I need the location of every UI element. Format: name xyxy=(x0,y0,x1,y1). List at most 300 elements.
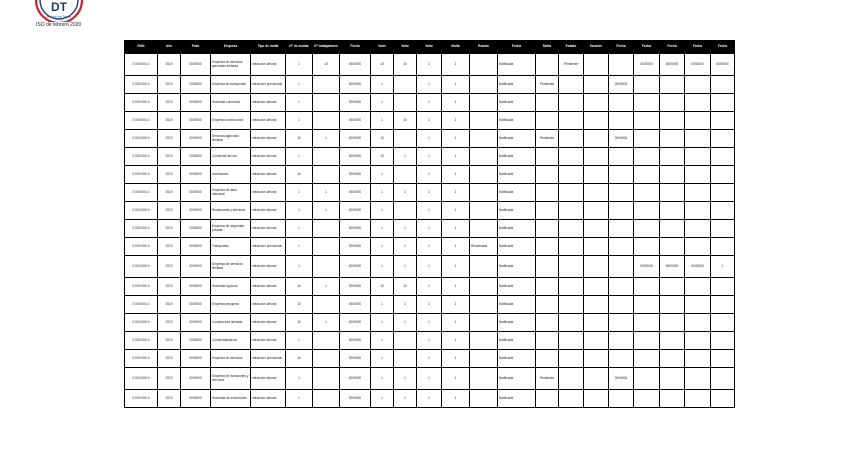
table-cell xyxy=(559,94,584,112)
table-cell: 1 xyxy=(286,238,313,256)
table-cell xyxy=(685,238,711,256)
table-cell xyxy=(634,202,660,220)
column-header: RUN xyxy=(125,41,158,54)
table-cell: Sociedad comercial xyxy=(211,94,251,112)
table-cell: 0000000 xyxy=(181,94,211,112)
table-cell: Infracción laboral xyxy=(251,94,286,112)
table-cell xyxy=(711,278,735,296)
table-cell xyxy=(685,332,711,350)
table-cell: 1 xyxy=(286,202,313,220)
table-cell: 0.000.000-0 xyxy=(125,368,158,390)
table-cell: 2019 xyxy=(158,368,181,390)
table-cell xyxy=(584,148,609,166)
table-cell: 1 xyxy=(286,390,313,408)
table-cell: 00/00/00 xyxy=(340,112,371,130)
table-cell xyxy=(313,350,340,368)
table-row xyxy=(125,54,735,76)
table-cell xyxy=(584,54,609,76)
table-cell: 0000000 xyxy=(181,278,211,296)
column-header: Estado xyxy=(559,41,584,54)
table-cell: Notificada xyxy=(498,314,536,332)
table-header-row xyxy=(125,41,735,54)
table-cell: 2019 xyxy=(158,256,181,278)
table-cell: Infracción laboral xyxy=(251,390,286,408)
table-cell xyxy=(536,238,559,256)
table-cell: 00/00/00 xyxy=(340,166,371,184)
table-cell xyxy=(470,112,498,130)
fines-table xyxy=(124,40,735,408)
table-cell: 0000000 xyxy=(181,314,211,332)
table-cell xyxy=(711,390,735,408)
table-cell xyxy=(609,112,634,130)
table-cell xyxy=(609,350,634,368)
table-cell xyxy=(559,238,584,256)
table-cell: 1 xyxy=(417,76,442,94)
table-cell: 10 xyxy=(286,166,313,184)
table-cell: Notificada xyxy=(498,390,536,408)
table-cell xyxy=(584,130,609,148)
table-cell: 1 xyxy=(394,220,417,238)
table-cell: Empresa de seguridad privada xyxy=(211,220,251,238)
table-row xyxy=(125,112,735,130)
table-cell: 0.000.000-0 xyxy=(125,54,158,76)
table-cell xyxy=(685,166,711,184)
table-cell xyxy=(609,238,634,256)
table-cell: Notificada xyxy=(498,76,536,94)
column-header: Sanción xyxy=(584,41,609,54)
table-cell: Pendiente xyxy=(536,76,559,94)
table-cell: Empresa de servicios xyxy=(211,350,251,368)
table-row xyxy=(125,278,735,296)
table-cell: 1 xyxy=(417,130,442,148)
table-cell: 0.000.000-0 xyxy=(125,94,158,112)
table-cell xyxy=(685,202,711,220)
table-cell: 2019 xyxy=(158,220,181,238)
table-cell: 1 xyxy=(417,390,442,408)
table-cell xyxy=(559,332,584,350)
table-cell xyxy=(559,166,584,184)
table-cell xyxy=(394,332,417,350)
table-cell xyxy=(536,94,559,112)
table-cell xyxy=(685,112,711,130)
table-cell xyxy=(685,130,711,148)
column-header: Fecha xyxy=(498,41,536,54)
table-cell: 2019 xyxy=(158,130,181,148)
table-cell: 2019 xyxy=(158,184,181,202)
table-cell: Empresa de servicios generales limitada xyxy=(211,54,251,76)
table-cell: 2019 xyxy=(158,314,181,332)
table-cell xyxy=(685,220,711,238)
table-cell xyxy=(536,202,559,220)
table-cell: 00/00/00 xyxy=(340,238,371,256)
table-cell: 0000000 xyxy=(181,390,211,408)
table-cell xyxy=(470,390,498,408)
table-row xyxy=(125,238,735,256)
column-header: Fecha xyxy=(711,41,735,54)
table-cell: Empresa de transportes y servicios xyxy=(211,368,251,390)
table-cell xyxy=(634,166,660,184)
table-cell: 1 xyxy=(442,112,470,130)
table-cell: 1 xyxy=(417,350,442,368)
table-cell xyxy=(559,130,584,148)
table-cell: Notificada xyxy=(498,148,536,166)
table-cell xyxy=(634,296,660,314)
table-cell: 00/00/00 xyxy=(609,130,634,148)
table-cell xyxy=(559,350,584,368)
table-cell: 0000000 xyxy=(181,166,211,184)
table-cell: 1 xyxy=(313,278,340,296)
table-cell: 1 xyxy=(394,368,417,390)
table-cell: 1 xyxy=(442,166,470,184)
table-cell: 1 xyxy=(394,314,417,332)
table-cell: 0000000 xyxy=(181,54,211,76)
table-cell xyxy=(313,238,340,256)
table-cell xyxy=(470,94,498,112)
table-cell: 1 xyxy=(417,94,442,112)
table-cell xyxy=(559,390,584,408)
table-cell: 00/00/00 xyxy=(340,184,371,202)
table-cell xyxy=(685,94,711,112)
table-cell xyxy=(711,130,735,148)
column-header: Fecha xyxy=(340,41,371,54)
table-cell xyxy=(470,350,498,368)
table-cell xyxy=(634,148,660,166)
table-cell xyxy=(634,390,660,408)
table-cell: Notificada xyxy=(498,278,536,296)
table-cell: 1 xyxy=(442,220,470,238)
table-cell xyxy=(609,220,634,238)
table-cell xyxy=(609,166,634,184)
table-cell xyxy=(313,390,340,408)
table-cell: Notificada xyxy=(498,332,536,350)
table-cell: 1 xyxy=(417,238,442,256)
table-cell: 0.000.000-0 xyxy=(125,166,158,184)
column-header: N° de multas xyxy=(286,41,313,54)
table-cell: Notificada xyxy=(498,238,536,256)
table-cell: Notificada xyxy=(498,184,536,202)
table-cell xyxy=(394,76,417,94)
table-cell: 1 xyxy=(442,238,470,256)
table-cell xyxy=(685,148,711,166)
table-cell xyxy=(313,166,340,184)
table-cell: Infracción laboral xyxy=(251,130,286,148)
table-cell: 0000000 xyxy=(181,130,211,148)
table-cell: Infracción laboral xyxy=(251,184,286,202)
table-cell: Inversiones xyxy=(211,166,251,184)
table-cell: 2019 xyxy=(158,148,181,166)
logo-text: DT xyxy=(51,0,67,14)
table-cell: 1 xyxy=(417,256,442,278)
table-cell: 00/00/00 xyxy=(609,368,634,390)
table-cell: 0.000.000-0 xyxy=(125,390,158,408)
logo-subtitle: Dirección del Trabajo xyxy=(46,15,72,19)
table-cell: 0.000.000-0 xyxy=(125,314,158,332)
table-cell: 00/00/00 xyxy=(340,202,371,220)
table-cell: Comercial del sur xyxy=(211,148,251,166)
table-cell: 2019 xyxy=(158,202,181,220)
table-cell: 00/00/00 xyxy=(609,76,634,94)
table-cell: Empresa constructora xyxy=(211,112,251,130)
table-cell xyxy=(634,94,660,112)
table-cell: Pendiente xyxy=(559,54,584,76)
table-cell xyxy=(660,184,685,202)
table-cell xyxy=(711,184,735,202)
table-cell xyxy=(609,184,634,202)
table-cell: 10 xyxy=(286,314,313,332)
table-cell: Infracción laboral xyxy=(251,332,286,350)
table-cell xyxy=(584,220,609,238)
table-cell: 1 xyxy=(417,296,442,314)
table-cell xyxy=(609,148,634,166)
table-row xyxy=(125,130,735,148)
table-cell xyxy=(711,296,735,314)
table-cell: 2019 xyxy=(158,166,181,184)
table-cell xyxy=(584,256,609,278)
table-cell: Infracción laboral xyxy=(251,296,286,314)
table-cell: 00/00/00 xyxy=(340,314,371,332)
table-cell xyxy=(711,350,735,368)
table-cell: Infracción laboral xyxy=(251,202,286,220)
table-cell xyxy=(470,148,498,166)
table-body xyxy=(125,54,735,408)
column-header: Fecha xyxy=(685,41,711,54)
table-cell xyxy=(584,368,609,390)
table-cell: 1 xyxy=(371,350,394,368)
table-cell xyxy=(660,202,685,220)
table-cell xyxy=(584,166,609,184)
table-cell: 10 xyxy=(371,148,394,166)
table-cell: 00/00/00 xyxy=(340,350,371,368)
table-cell: 0.000.000-0 xyxy=(125,202,158,220)
table-cell: 00/00/00 xyxy=(660,54,685,76)
table-cell: 1 xyxy=(442,256,470,278)
table-cell xyxy=(634,332,660,350)
table-cell: 1 xyxy=(394,296,417,314)
table-cell: 10 xyxy=(286,278,313,296)
table-cell xyxy=(584,184,609,202)
table-cell xyxy=(584,390,609,408)
table-cell xyxy=(584,296,609,314)
table-cell: 0.000.000-0 xyxy=(125,350,158,368)
table-cell xyxy=(559,76,584,94)
table-cell xyxy=(559,278,584,296)
table-cell: 1 xyxy=(442,368,470,390)
table-cell: 1 xyxy=(371,238,394,256)
table-cell xyxy=(634,112,660,130)
table-cell: Notificada xyxy=(498,112,536,130)
table-cell: Restaurante y servicios xyxy=(211,202,251,220)
table-cell: 1 xyxy=(371,256,394,278)
table-cell: Infracción laboral xyxy=(251,256,286,278)
table-cell xyxy=(536,112,559,130)
table-cell xyxy=(536,278,559,296)
table-cell: 2019 xyxy=(158,76,181,94)
table-row xyxy=(125,202,735,220)
table-cell xyxy=(313,76,340,94)
document-caption: ISO de febrero 2020 xyxy=(36,22,82,28)
table-cell: 1 xyxy=(417,54,442,76)
table-cell: 1 xyxy=(371,166,394,184)
table-cell: 00/00/00 xyxy=(340,76,371,94)
table-cell: Notificada xyxy=(498,166,536,184)
table-cell xyxy=(536,314,559,332)
column-header: Fecha xyxy=(660,41,685,54)
table-cell xyxy=(470,220,498,238)
table-cell: 1 xyxy=(442,184,470,202)
table-cell: 0.000.000-0 xyxy=(125,130,158,148)
table-cell: 2019 xyxy=(158,350,181,368)
table-cell: 00/00/00 xyxy=(340,54,371,76)
table-cell: Notificada xyxy=(498,54,536,76)
table-row xyxy=(125,166,735,184)
table-cell: 0.000.000-0 xyxy=(125,296,158,314)
table-cell: Notificada xyxy=(498,296,536,314)
table-cell xyxy=(609,202,634,220)
table-cell: 1 xyxy=(394,256,417,278)
table-cell: 0.000.000-0 xyxy=(125,256,158,278)
table-cell: 1 xyxy=(286,54,313,76)
table-cell: Empresa pesquera xyxy=(211,296,251,314)
table-cell xyxy=(660,238,685,256)
table-cell: 0000000 xyxy=(181,202,211,220)
table-cell xyxy=(536,332,559,350)
table-cell xyxy=(711,112,735,130)
table-cell: 0000000 xyxy=(181,368,211,390)
table-cell xyxy=(559,148,584,166)
table-cell xyxy=(536,350,559,368)
table-cell xyxy=(685,390,711,408)
table-cell xyxy=(711,148,735,166)
table-cell: 00/00/00 xyxy=(660,256,685,278)
table-cell: 10 xyxy=(394,112,417,130)
table-cell xyxy=(559,296,584,314)
table-cell: 1 xyxy=(371,368,394,390)
table-cell: 1 xyxy=(417,148,442,166)
table-cell xyxy=(559,202,584,220)
table-cell: 1 xyxy=(286,220,313,238)
table-cell xyxy=(660,76,685,94)
table-cell: Reclamada xyxy=(470,238,498,256)
table-cell: 00/00/00 xyxy=(711,54,735,76)
table-cell: 00/00/00 xyxy=(634,54,660,76)
table-cell: 00/00/00 xyxy=(340,278,371,296)
table-cell: 1 xyxy=(394,390,417,408)
table-cell: 1 xyxy=(286,332,313,350)
table-cell xyxy=(609,314,634,332)
table-cell: Infracción previsional xyxy=(251,238,286,256)
table-cell: 1 xyxy=(417,166,442,184)
table-cell: Notificada xyxy=(498,202,536,220)
table-cell xyxy=(584,94,609,112)
column-header: Fecha xyxy=(634,41,660,54)
table-cell xyxy=(313,332,340,350)
table-cell: 1 xyxy=(371,390,394,408)
table-cell: 1 xyxy=(417,184,442,202)
table-cell: 10 xyxy=(286,350,313,368)
table-cell xyxy=(584,76,609,94)
table-row xyxy=(125,368,735,390)
table-cell xyxy=(470,332,498,350)
table-row xyxy=(125,220,735,238)
table-cell: 00/00/00 xyxy=(340,390,371,408)
table-cell: 1 xyxy=(394,184,417,202)
table-cell: 2019 xyxy=(158,238,181,256)
table-cell: Servicios agrícolas limitada xyxy=(211,130,251,148)
table-cell: 00/00/00 xyxy=(685,256,711,278)
table-cell: 00/00/00 xyxy=(340,220,371,238)
table-cell xyxy=(660,94,685,112)
table-cell: 0.000.000-0 xyxy=(125,220,158,238)
table-cell: 1 xyxy=(286,184,313,202)
table-cell xyxy=(584,278,609,296)
table-cell: 1 xyxy=(442,296,470,314)
table-cell xyxy=(584,350,609,368)
table-cell: 0000000 xyxy=(181,184,211,202)
table-cell: 10 xyxy=(371,278,394,296)
table-cell: Notificada xyxy=(498,94,536,112)
table-cell: Infracción laboral xyxy=(251,314,286,332)
table-cell: 2019 xyxy=(158,390,181,408)
table-cell: 1 xyxy=(371,112,394,130)
table-cell: Infracción previsional xyxy=(251,76,286,94)
table-cell: 00/00/00 xyxy=(685,54,711,76)
table-cell: Notificada xyxy=(498,368,536,390)
table-row xyxy=(125,76,735,94)
table-cell: 00/00/00 xyxy=(634,256,660,278)
column-header: N° trabajadores xyxy=(313,41,340,54)
table-cell xyxy=(660,296,685,314)
table-cell: 1 xyxy=(442,390,470,408)
table-cell: 1 xyxy=(442,314,470,332)
table-cell: 0000000 xyxy=(181,332,211,350)
column-header: Multa xyxy=(442,41,470,54)
table-cell xyxy=(660,148,685,166)
table-cell: 1 xyxy=(442,130,470,148)
table-cell: 00/00/00 xyxy=(340,256,371,278)
table-cell xyxy=(470,256,498,278)
table-cell xyxy=(634,350,660,368)
table-cell: 1 xyxy=(442,94,470,112)
table-cell: 1 xyxy=(313,184,340,202)
table-cell: 1 xyxy=(371,94,394,112)
table-row xyxy=(125,350,735,368)
table-cell xyxy=(660,314,685,332)
table-cell: 0000000 xyxy=(181,238,211,256)
table-cell: 1 xyxy=(711,256,735,278)
table-cell: Empresa de aseo industrial xyxy=(211,184,251,202)
table-cell xyxy=(394,202,417,220)
table-cell xyxy=(685,350,711,368)
table-cell: Notificada xyxy=(498,130,536,148)
table-cell: 0.000.000-0 xyxy=(125,278,158,296)
table-cell xyxy=(609,296,634,314)
table-cell: 1 xyxy=(313,130,340,148)
table-cell xyxy=(313,368,340,390)
table-cell xyxy=(470,130,498,148)
table-cell xyxy=(584,202,609,220)
table-cell xyxy=(711,368,735,390)
table-cell xyxy=(711,202,735,220)
table-cell: 0.000.000-0 xyxy=(125,112,158,130)
table-cell: 0000000 xyxy=(181,76,211,94)
table-cell xyxy=(313,94,340,112)
table-cell: 10 xyxy=(394,278,417,296)
table-cell: 10 xyxy=(286,130,313,148)
table-cell xyxy=(609,390,634,408)
table-cell: Empresa de transportes xyxy=(211,76,251,94)
column-header: Valor xyxy=(371,41,394,54)
table-cell: 0.000.000-0 xyxy=(125,76,158,94)
